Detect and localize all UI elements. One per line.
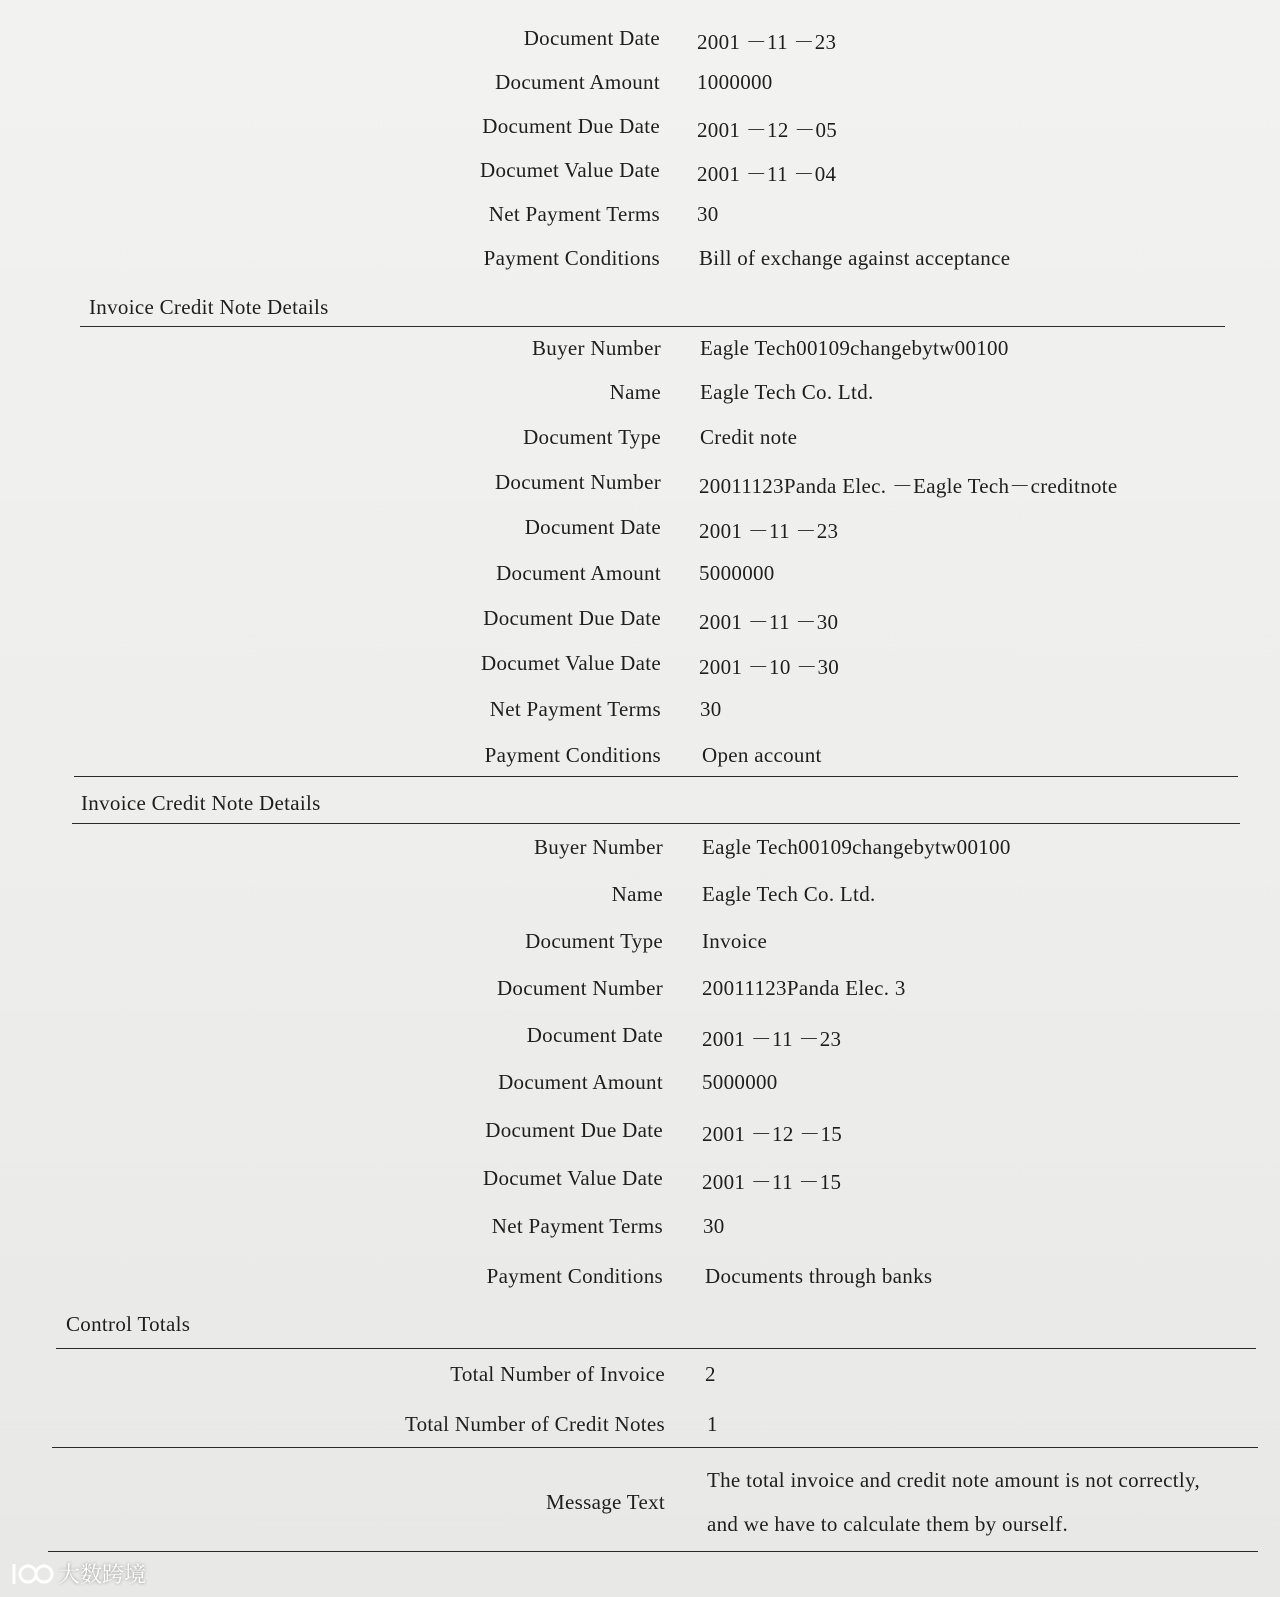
- field-label: Buyer Number: [534, 835, 663, 859]
- field-label: Document Due Date: [483, 606, 661, 630]
- field-label: Document Amount: [496, 561, 661, 585]
- field-value: 30: [703, 1214, 725, 1238]
- field-value: 2001 －11 －30: [699, 610, 839, 634]
- field-value: 2001 －11 －23: [702, 1027, 842, 1051]
- field-value: 2001 －11 －23: [697, 30, 837, 54]
- field-label: Document Type: [523, 425, 661, 449]
- field-value: Eagle Tech00109changebytw00100: [702, 835, 1011, 859]
- field-value: Credit note: [700, 425, 798, 449]
- field-value: 20011123Panda Elec. －Eagle Tech－creditnote: [699, 474, 1118, 498]
- field-value: 2: [705, 1362, 716, 1386]
- field-row: [0, 158, 1280, 188]
- section-divider: [52, 1447, 1258, 1448]
- field-label: Documet Value Date: [481, 651, 661, 675]
- field-label: Name: [609, 380, 661, 404]
- field-label: Payment Conditions: [483, 246, 660, 270]
- field-value: 2001 －11 －23: [699, 519, 839, 543]
- field-label: Buyer Number: [532, 336, 661, 360]
- message-line-1: The total invoice and credit note amount is not correctly,: [707, 1468, 1201, 1492]
- field-value: Eagle Tech Co. Ltd.: [702, 882, 876, 906]
- field-label: Document Date: [526, 1023, 663, 1047]
- section-title-invoice: Invoice Credit Note Details: [81, 791, 321, 815]
- field-label: Documet Value Date: [480, 158, 660, 182]
- field-value: 5000000: [699, 561, 775, 585]
- field-value: Eagle Tech00109changebytw00100: [700, 336, 1009, 360]
- field-row: [0, 246, 1280, 276]
- field-label: Document Due Date: [485, 1118, 663, 1142]
- field-value: 2001 －11 －15: [702, 1170, 842, 1194]
- field-value: 30: [697, 202, 719, 226]
- field-value: Bill of exchange against acceptance: [699, 246, 1011, 270]
- section-divider: [56, 1348, 1256, 1349]
- field-row: [0, 202, 1280, 232]
- field-label: Document Due Date: [482, 114, 660, 138]
- field-label: Document Type: [525, 929, 663, 953]
- field-row: [0, 70, 1280, 100]
- section-title-credit-note: Invoice Credit Note Details: [89, 295, 329, 319]
- field-label: Total Number of Credit Notes: [404, 1412, 665, 1436]
- field-label: Net Payment Terms: [488, 202, 660, 226]
- field-value: 2001 －11 －04: [697, 162, 837, 186]
- field-value: 1: [707, 1412, 718, 1436]
- watermark-text: 大数跨境: [58, 1563, 147, 1588]
- field-value: 20011123Panda Elec. 3: [702, 976, 906, 1000]
- field-value: Eagle Tech Co. Ltd.: [700, 380, 874, 404]
- field-value: 2001 －12 －15: [702, 1122, 843, 1146]
- section-divider: [72, 823, 1240, 824]
- field-value: 1000000: [697, 70, 773, 94]
- field-label: Payment Conditions: [484, 743, 661, 767]
- field-value: 2001 －10 －30: [699, 655, 840, 679]
- field-label: Payment Conditions: [486, 1264, 663, 1288]
- field-label: Net Payment Terms: [489, 697, 661, 721]
- field-label: Total Number of Invoice: [450, 1362, 665, 1386]
- section-divider: [80, 326, 1225, 327]
- section-divider: [48, 1551, 1258, 1552]
- field-label: Document Number: [494, 470, 661, 494]
- field-label: Name: [611, 882, 663, 906]
- brand-logo-icon: [8, 1560, 54, 1588]
- field-value: 30: [700, 697, 722, 721]
- section-divider: [74, 776, 1238, 777]
- field-label: Document Amount: [498, 1070, 663, 1094]
- field-label: Document Date: [524, 515, 661, 539]
- watermark: [8, 1558, 146, 1589]
- field-label: Document Date: [523, 26, 660, 50]
- field-row: [0, 26, 1280, 56]
- section-title-control-totals: Control Totals: [66, 1312, 191, 1336]
- field-row: [0, 114, 1280, 144]
- field-label: Document Amount: [495, 70, 660, 94]
- field-value: Documents through banks: [705, 1264, 933, 1288]
- field-label: Documet Value Date: [483, 1166, 663, 1190]
- field-value: Open account: [702, 743, 822, 767]
- field-label: Document Number: [496, 976, 663, 1000]
- field-label: Net Payment Terms: [491, 1214, 663, 1238]
- message-line-2: and we have to calculate them by ourself.: [707, 1512, 1068, 1536]
- message-label: Message Text: [546, 1490, 665, 1514]
- field-value: 2001 －12 －05: [697, 118, 838, 142]
- field-value: 5000000: [702, 1070, 778, 1094]
- field-value: Invoice: [702, 929, 768, 953]
